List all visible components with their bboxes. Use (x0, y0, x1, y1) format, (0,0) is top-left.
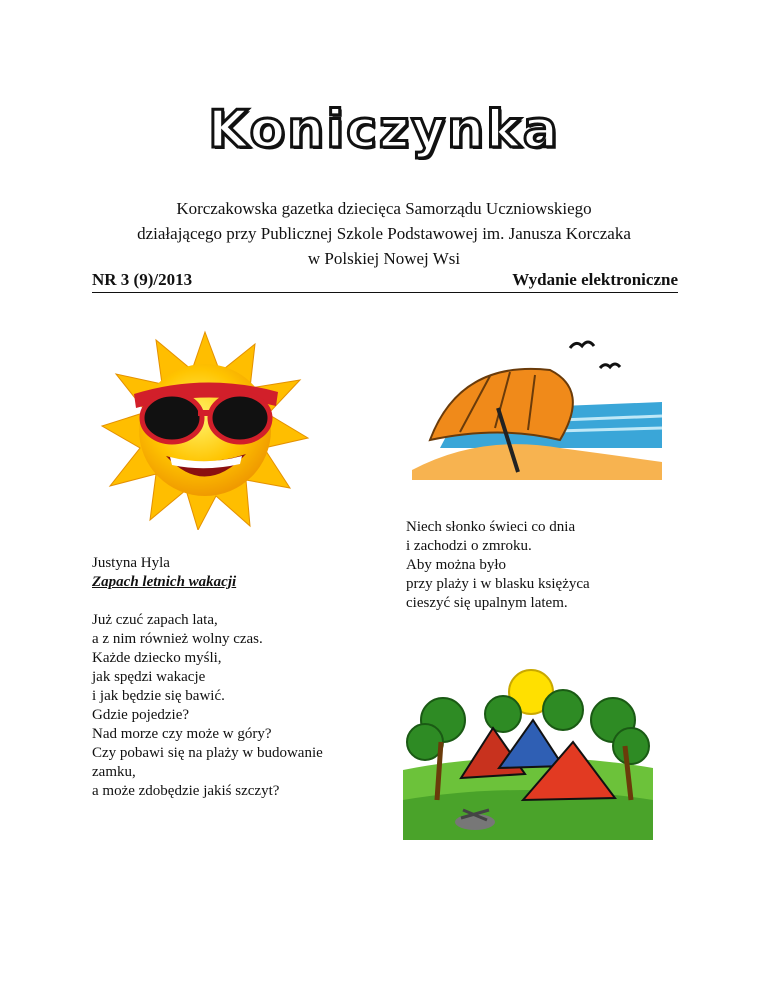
issue-row (92, 270, 678, 293)
camping-tents-icon (403, 650, 653, 840)
poem-line: Gdzie pojedzie? (92, 707, 190, 723)
sun-with-sunglasses-icon (100, 330, 310, 530)
poem-stanza-2 (406, 518, 696, 613)
poem-line: Już czuć zapach lata, (92, 612, 218, 628)
subtitle-line: działającego przy Publicznej Szkole Podstawowej im. Janusza Korczaka (137, 224, 631, 243)
subtitle-line: Korczakowska gazetka dziecięca Samorządu Uczniowskiego (176, 199, 592, 218)
subtitle-line: w Polskiej Nowej Wsi (307, 249, 461, 268)
poem-line: a z nim również wolny czas. (92, 631, 263, 647)
poem-line: cieszyć się upalnym latem. (406, 595, 568, 611)
poem-author: Justyna Hyla (92, 555, 170, 571)
poem-stanza-1 (92, 611, 392, 801)
poem-line: Czy pobawi się na plaży w budowanie (92, 745, 323, 761)
poem-line: Każde dziecko myśli, (92, 650, 222, 666)
issue-number: NR 3 (9)/2013 (92, 270, 193, 289)
poem (92, 554, 392, 801)
poem-line: przy plaży i w blasku księżyca (406, 576, 590, 592)
poem-line: Aby można było (406, 557, 506, 573)
poem-line: zamku, (92, 764, 136, 780)
poem-line: Nad morze czy może w góry? (92, 726, 272, 742)
page-title: Koniczynka (208, 100, 560, 160)
poem-line: jak spędzi wakacje (92, 669, 206, 685)
poem-line: i zachodzi o zmroku. (406, 538, 532, 554)
poem-line: a może zdobędzie jakiś szczyt? (92, 783, 280, 799)
poem-title: Zapach letnich wakacji (92, 574, 237, 590)
beach-umbrella-icon (400, 330, 670, 485)
poem-line: i jak będzie się bawić. (92, 688, 225, 704)
subtitle (60, 196, 708, 271)
edition-label: Wydanie elektroniczne (512, 270, 678, 289)
poem-line: Niech słonko świeci co dnia (406, 519, 576, 535)
